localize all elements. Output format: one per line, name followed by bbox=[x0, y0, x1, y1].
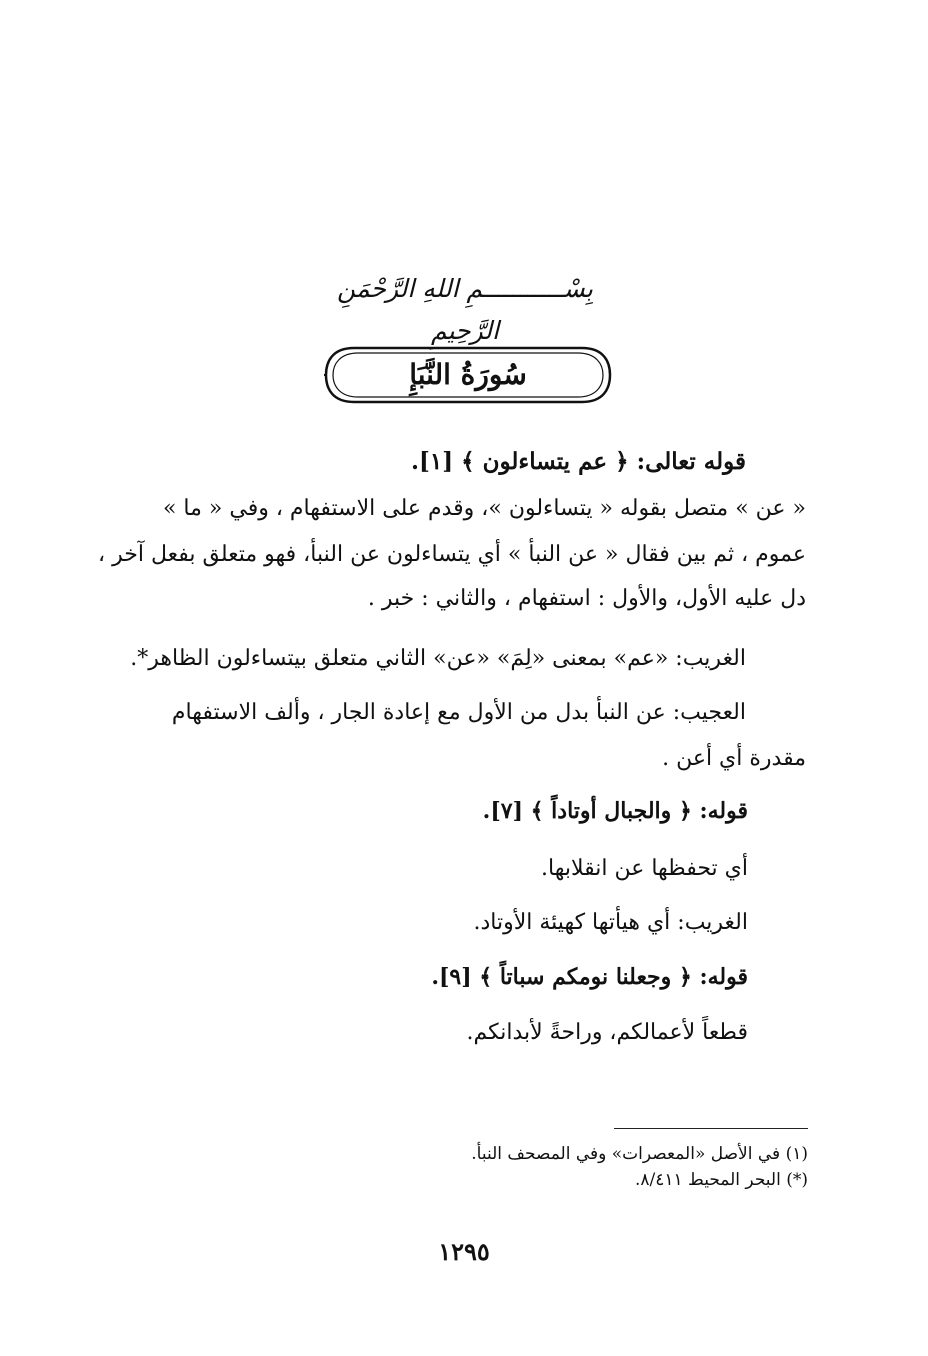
paragraph-line: « عن » متصل بقوله « يتساءلون »، وقدم على الاستفهام ، وفي « ما » bbox=[162, 496, 806, 521]
paragraph-line: دل عليه الأول، والأول : استفهام ، والثاني : خبر . bbox=[367, 586, 806, 611]
footnote-item: (١) في الأصل «المعصرات» وفي المصحف النبأ. bbox=[471, 1144, 808, 1164]
basmala-heading: بِسْـــــــــــمِ اللهِ الرَّحْمَنِ الرَّحِيمِ bbox=[337, 274, 593, 345]
paragraph-line: عموم ، ثم بين فقال « عن النبأ » أي يتساءلون عن النبأ، فهو متعلق بفعل آخر ، bbox=[98, 542, 806, 567]
explanation-line: قطعاً لأعمالكم، وراحةً لأبدانكم. bbox=[466, 1020, 748, 1045]
verse-7-block bbox=[348, 798, 748, 834]
verse-1-line: قوله تعالى: ﴿ عم يتساءلون ﴾ [١]. bbox=[410, 448, 746, 475]
page-number: ١٢٩٥ bbox=[438, 1237, 490, 1266]
verse-9-block bbox=[348, 964, 748, 1000]
explanation-line: أي تحفظها عن انقلابها. bbox=[541, 856, 748, 881]
gharib-line: الغريب: «عم» بمعنى «لِمَ» «عن» الثاني متعلق بيتساءلون الظاهر*. bbox=[130, 646, 746, 671]
surah-title: سُورَةُ النَّبَإِ bbox=[409, 358, 527, 391]
gharib-note-1 bbox=[112, 646, 806, 682]
footnote-item: (*) البحر المحيط ٨/٤١١. bbox=[634, 1170, 808, 1190]
verse-9-line: قوله: ﴿ وجعلنا نومكم سباتاً ﴾ [٩]. bbox=[431, 964, 748, 990]
gharib-line: الغريب: أي هيأتها كهيئة الأوتاد. bbox=[473, 910, 748, 935]
surah-title-frame bbox=[324, 344, 612, 406]
ajib-line: مقدرة أي أعن . bbox=[662, 746, 806, 771]
footnote-separator bbox=[614, 1128, 808, 1129]
ajib-note bbox=[112, 700, 806, 784]
ajib-line: العجيب: عن النبأ بدل من الأول مع إعادة الجار ، وألف الاستفهام bbox=[171, 700, 746, 725]
verse-9-explanation bbox=[348, 1020, 748, 1056]
verse-7-line: قوله: ﴿ والجبال أوتاداً ﴾ [٧]. bbox=[482, 798, 748, 824]
gharib-note-2 bbox=[348, 910, 748, 946]
footnotes-block bbox=[388, 1144, 808, 1200]
commentary-paragraph-1 bbox=[98, 496, 806, 620]
verse-7-explanation bbox=[348, 856, 748, 892]
verse-1-block bbox=[126, 448, 806, 488]
